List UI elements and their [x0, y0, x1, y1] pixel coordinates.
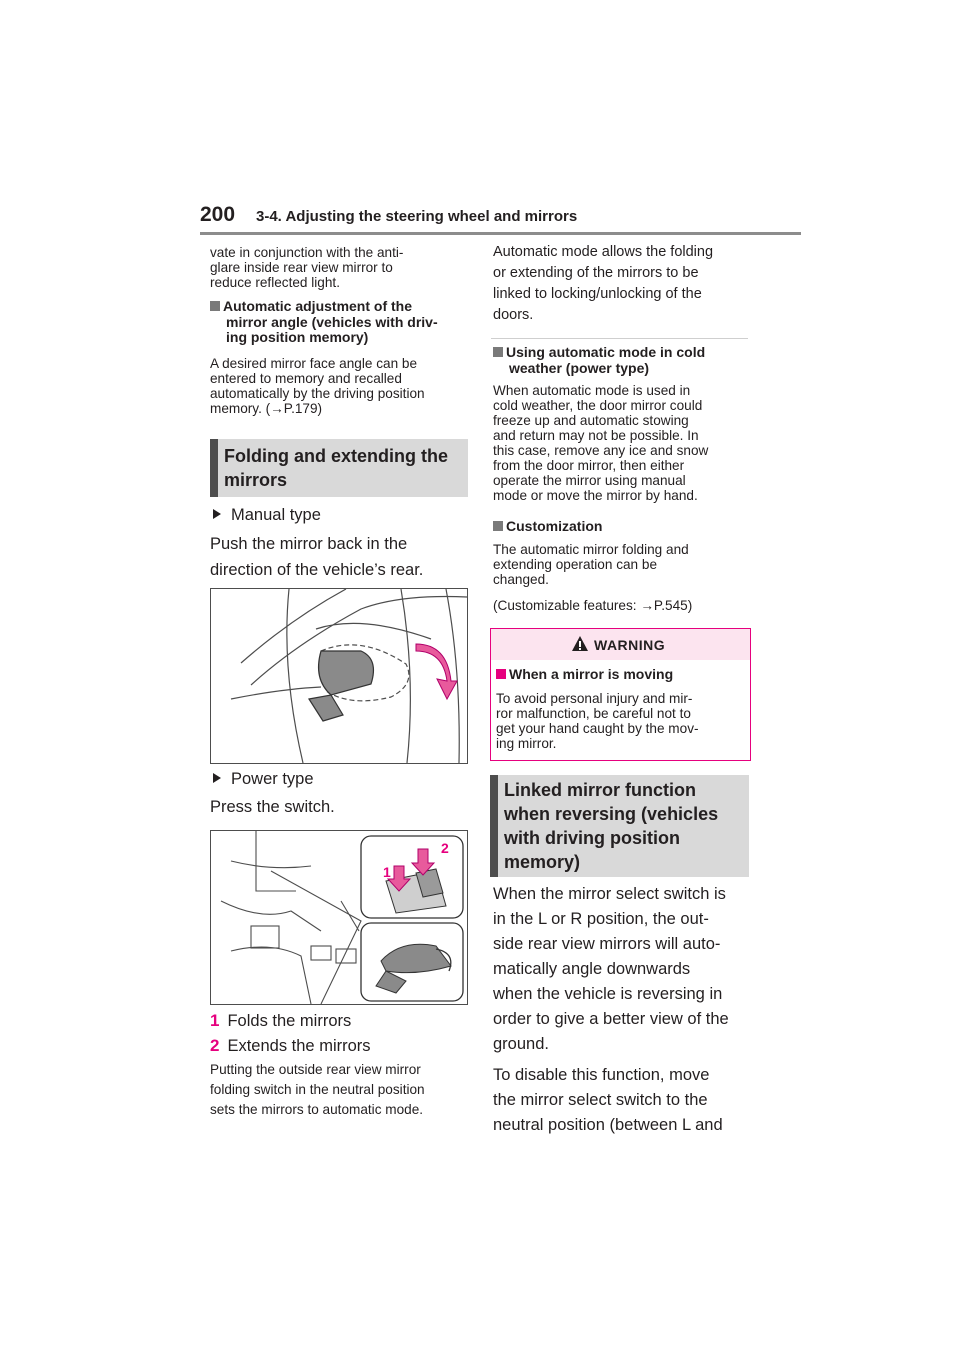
disable-body: To disable this function, move the mirror select switch to the neutral position (between L and: [493, 1066, 723, 1134]
manual-fold-illustration: [210, 588, 468, 764]
power-type-label: Power type: [213, 767, 314, 792]
chapter-title: 3-4. Adjusting the steering wheel and mirrors: [256, 208, 578, 225]
callout-1: 1 Folds the mirrors: [210, 1011, 352, 1030]
customization-body: The automatic mirror folding and extending operation can be changed.: [493, 542, 689, 587]
warning-heading: When a mirror is moving: [496, 667, 673, 683]
triangle-bullet-icon: [213, 509, 221, 519]
square-bullet-icon: [210, 301, 220, 311]
divider: [491, 338, 748, 339]
manual-type-label: Manual type: [213, 503, 321, 528]
customization-heading: Customization: [493, 519, 602, 535]
square-bullet-icon: [496, 669, 506, 679]
auto-adjust-heading: Automatic adjustment of the mirror angle (vehicles with driv- ing position memory): [210, 299, 475, 346]
switch-drawing: [211, 831, 467, 1004]
warning-title: WARNING: [594, 637, 666, 653]
section-folding-extending: Folding and extending the mirrors: [210, 439, 468, 497]
warning-body: To avoid personal injury and mir- ror malfunction, be careful not to get your hand caught by the mov- ing mirror.: [496, 691, 699, 751]
figure-label-1: 1: [383, 864, 391, 880]
section-linked-mirror: Linked mirror function when reversing (vehicles with driving position memory): [490, 775, 749, 877]
header-rule: [200, 232, 801, 235]
triangle-bullet-icon: [213, 773, 221, 783]
warning-triangle-icon: [571, 635, 589, 652]
auto-mode-body: Automatic mode allows the folding or extending of the mirrors to be linked to locking/unlocking of the doors.: [493, 244, 714, 323]
callout-2: 2 Extends the mirrors: [210, 1036, 371, 1055]
power-switch-illustration: [210, 830, 468, 1005]
power-body: Press the switch.: [210, 798, 335, 816]
page-number: 200: [200, 203, 236, 226]
square-bullet-icon: [493, 521, 503, 531]
manual-body: Push the mirror back in the direction of the vehicle’s rear.: [210, 535, 424, 579]
cold-weather-body: When automatic mode is used in cold weather, the door mirror could freeze up and automatic stowing and return may not be possible. In this case, remove any ice and snow from the door mirror, then either operate the mirror using manual mode or move the mirror by hand.: [493, 383, 709, 503]
intro-text: vate in conjunction with the anti- glare inside rear view mirror to reduce reflected light.: [210, 245, 404, 290]
square-bullet-icon: [493, 347, 503, 357]
figure-label-2: 2: [441, 840, 449, 856]
cold-weather-heading: Using automatic mode in cold weather (power type): [493, 345, 755, 376]
warning-box: [490, 628, 751, 761]
mirror-fold-drawing: [211, 589, 467, 763]
auto-adjust-body: A desired mirror face angle can be entered to memory and recalled automatically by the driving position memory. (→P.179): [210, 356, 425, 416]
linked-mirror-body: When the mirror select switch is in the L or R position, the out- side rear view mirrors will auto- matically angle downwards when the vehicle is reversing in order to give a better view of the ground.: [493, 885, 729, 1053]
warning-header: [491, 629, 750, 660]
neutral-note: Putting the outside rear view mirror folding switch in the neutral position sets the mirrors to automatic mode.: [210, 1062, 425, 1117]
customization-reference: (Customizable features: →P.545): [493, 598, 693, 613]
